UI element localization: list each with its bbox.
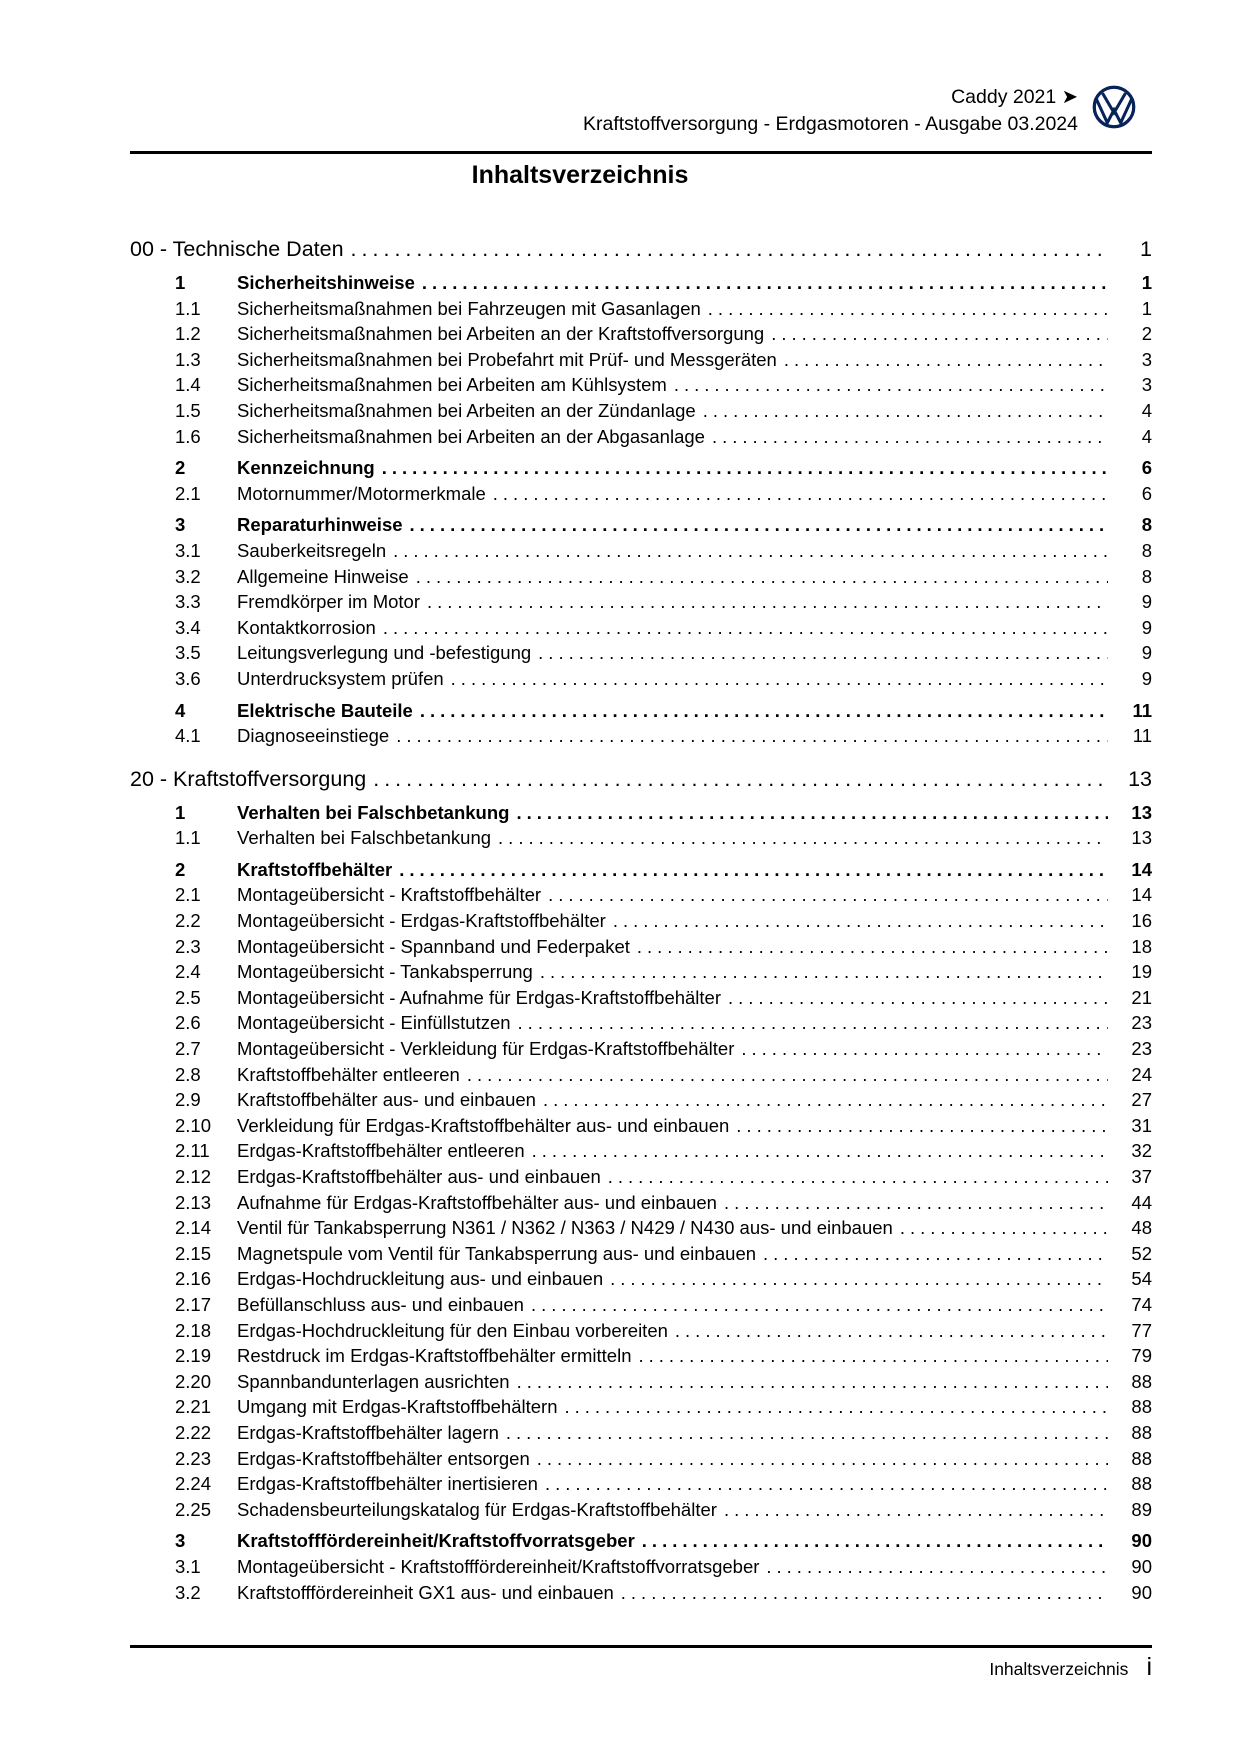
dot-leader: [741, 1036, 1108, 1062]
page-number: 88: [1131, 1421, 1152, 1443]
section-title: Kraftstofffördereinheit GX1 aus- und einbauen: [237, 1581, 614, 1603]
section-title: Schadensbeurteilungskatalog für Erdgas-Kraftstoffbehälter: [237, 1498, 717, 1520]
section-title: Spannbandunterlagen ausrichten: [237, 1370, 510, 1392]
page-number: 2: [1141, 323, 1152, 345]
section-title: Verkleidung für Erdgas-Kraftstoffbehälter aus- und einbauen: [237, 1114, 730, 1136]
toc-row: [130, 512, 1152, 538]
section-number: 2.25: [175, 1498, 212, 1520]
section-title: Erdgas-Kraftstoffbehälter inertisieren: [237, 1473, 538, 1495]
page-number: 90: [1131, 1555, 1152, 1577]
page-number: 1: [1140, 237, 1152, 261]
toc-row: [130, 640, 1152, 666]
page-number: 54: [1131, 1268, 1152, 1290]
section-number: 1.1: [175, 827, 201, 849]
section-number: 3.2: [175, 565, 201, 587]
section-number: 1.6: [175, 425, 201, 447]
section-title: Kontaktkorrosion: [237, 616, 376, 638]
dot-leader: [538, 640, 1108, 666]
dot-leader: [637, 934, 1108, 960]
toc-row: [130, 1554, 1152, 1580]
section-title: Montageübersicht - Einfüllstutzen: [237, 1012, 511, 1034]
section-number: 2.8: [175, 1063, 201, 1085]
toc-row: [130, 1528, 1152, 1554]
page-title: Inhaltsverzeichnis: [471, 161, 689, 189]
toc-row: [130, 1471, 1152, 1497]
dot-leader: [728, 985, 1108, 1011]
page-number: 13: [1131, 827, 1152, 849]
section-number: 3.5: [175, 642, 201, 664]
dot-leader: [517, 1369, 1108, 1395]
section-number: 2.21: [175, 1396, 212, 1418]
section-number: 2.6: [175, 1012, 201, 1034]
section-title: Magnetspule vom Ventil für Tankabsperrung aus- und einbauen: [237, 1242, 757, 1264]
page-number: 48: [1131, 1217, 1152, 1239]
dot-leader: [608, 1164, 1108, 1190]
dot-leader: [506, 1420, 1108, 1446]
section-number: 2.19: [175, 1345, 212, 1367]
section-title: Ventil für Tankabsperrung N361 / N362 / N363 / N429 / N430 aus- und einbauen: [237, 1217, 893, 1239]
section-number: 2: [175, 457, 186, 479]
page-number: 23: [1131, 1038, 1152, 1060]
footer-divider: [130, 1645, 1152, 1648]
section-title: Erdgas-Kraftstoffbehälter aus- und einbauen: [237, 1166, 601, 1187]
toc-row: [130, 1087, 1152, 1113]
section-title: Montageübersicht - Verkleidung für Erdgas-Kraftstoffbehälter: [237, 1038, 735, 1060]
toc-row: [130, 589, 1152, 615]
dot-leader: [610, 1266, 1108, 1292]
section-title: Motornummer/Motormerkmale: [237, 482, 486, 504]
section-title: Kraftstoffbehälter aus- und einbauen: [237, 1089, 536, 1111]
section-title: Montageübersicht - Kraftstoffbehälter: [237, 884, 542, 906]
toc-row: [130, 1215, 1152, 1241]
dot-leader: [467, 1062, 1108, 1088]
section-title: Erdgas-Hochdruckleitung aus- und einbauen: [237, 1268, 604, 1290]
page-number: 11: [1132, 725, 1152, 747]
page-number: 8: [1141, 539, 1152, 561]
toc-row: [130, 908, 1152, 934]
toc-row: [130, 1062, 1152, 1088]
section-number: 3: [175, 514, 186, 536]
toc-row: [130, 1394, 1152, 1420]
toc-row: [130, 481, 1152, 507]
toc-chapter-row: [130, 234, 1152, 264]
section-number: 2.15: [175, 1242, 212, 1264]
section-title: Montageübersicht - Spannband und Federpaket: [237, 935, 630, 957]
page-number: 6: [1141, 457, 1152, 479]
page-number: 13: [1128, 766, 1152, 791]
section-title: Sicherheitsmaßnahmen bei Arbeiten an der Zündanlage: [237, 399, 696, 421]
dot-leader: [724, 1497, 1108, 1523]
toc-chapter-row: [130, 764, 1152, 794]
toc-row: [130, 800, 1152, 826]
toc-row: [130, 321, 1152, 347]
section-title: Allgemeine Hinweise: [237, 565, 409, 587]
section-number: 1.4: [175, 374, 201, 396]
toc-row: [130, 1113, 1152, 1139]
section-title: Aufnahme für Erdgas-Kraftstoffbehälter aus- und einbauen: [237, 1191, 717, 1213]
page-number: 4: [1141, 399, 1152, 421]
page-number: 31: [1131, 1114, 1152, 1136]
toc-row: [130, 723, 1152, 749]
page-number: 9: [1141, 667, 1152, 689]
dot-leader: [642, 1528, 1108, 1554]
toc-row: [130, 564, 1152, 590]
section-title: Montageübersicht - Erdgas-Kraftstoffbehälter: [237, 910, 606, 932]
toc-row: [130, 296, 1152, 322]
dot-leader: [396, 723, 1108, 749]
section-title: Verhalten bei Falschbetankung: [237, 827, 492, 849]
page-number: 11: [1132, 699, 1152, 721]
dot-leader: [545, 1471, 1108, 1497]
section-title: Kraftstoffbehälter entleeren: [237, 1063, 460, 1085]
dot-leader: [708, 296, 1108, 322]
section-number: 1.2: [175, 323, 201, 345]
page-number: 90: [1131, 1581, 1152, 1603]
section-title: Kraftstofffördereinheit/Kraftstoffvorratsgeber: [237, 1530, 635, 1552]
section-number: 3.6: [175, 667, 201, 689]
dot-leader: [537, 1446, 1108, 1472]
toc-row: [130, 1266, 1152, 1292]
dot-leader: [420, 698, 1108, 724]
dot-leader: [548, 882, 1108, 908]
section-title: Befüllanschluss aus- und einbauen: [237, 1293, 524, 1315]
section-title: Verhalten bei Falschbetankung: [237, 801, 510, 823]
dot-leader: [540, 959, 1108, 985]
toc-row: [130, 347, 1152, 373]
dot-leader: [493, 481, 1108, 507]
section-title: Montageübersicht - Aufnahme für Erdgas-Kraftstoffbehälter: [237, 986, 722, 1008]
section-title: Sauberkeitsregeln: [237, 539, 387, 561]
section-number: 2.22: [175, 1421, 212, 1443]
page-number: 4: [1141, 425, 1152, 447]
toc-row: [130, 1420, 1152, 1446]
footer-page-number: i: [1146, 1653, 1152, 1681]
section-number: 2.16: [175, 1268, 212, 1290]
page-number: 1: [1141, 272, 1152, 293]
page-header: [583, 84, 1078, 138]
page-number: 90: [1131, 1530, 1152, 1552]
dot-leader: [675, 1318, 1108, 1344]
toc-row: [130, 455, 1152, 481]
dot-leader: [410, 512, 1108, 538]
section-number: 2.9: [175, 1089, 201, 1111]
page-number: 21: [1131, 986, 1152, 1008]
section-title: Elektrische Bauteile: [237, 699, 413, 721]
toc-row: [130, 538, 1152, 564]
dot-leader: [736, 1113, 1108, 1139]
section-title: Leitungsverlegung und -befestigung: [237, 642, 532, 664]
dot-leader: [900, 1215, 1108, 1241]
section-number: 3.1: [175, 539, 201, 561]
dot-leader: [498, 825, 1108, 851]
dot-leader: [516, 800, 1108, 826]
section-number: 2.14: [175, 1217, 212, 1239]
toc-row: [130, 698, 1152, 724]
section-number: 2.24: [175, 1473, 212, 1495]
dot-leader: [518, 1010, 1108, 1036]
section-number: 3.4: [175, 616, 201, 638]
toc-row: [130, 424, 1152, 450]
doc-line: Kraftstoffversorgung - Erdgasmotoren - Ausgabe 03.2024: [582, 113, 1078, 135]
page-number: 9: [1141, 616, 1152, 638]
section-title: Reparaturhinweise: [237, 514, 403, 536]
toc-row: [130, 270, 1152, 296]
footer-label: Inhaltsverzeichnis: [989, 1659, 1129, 1679]
toc-row: [130, 882, 1152, 908]
dot-leader: [373, 764, 1108, 794]
dot-leader: [351, 234, 1108, 264]
toc-row: [130, 857, 1152, 883]
page-number: 9: [1141, 591, 1152, 613]
dot-leader: [724, 1190, 1108, 1216]
section-number: 1.1: [175, 297, 201, 319]
section-title: Sicherheitsmaßnahmen bei Fahrzeugen mit Gasanlagen: [237, 297, 701, 319]
dot-leader: [532, 1138, 1108, 1164]
dot-leader: [383, 615, 1108, 641]
page-number: 1: [1141, 297, 1152, 319]
page-number: 23: [1131, 1012, 1152, 1034]
section-number: 2.12: [175, 1166, 212, 1187]
dot-leader: [784, 347, 1108, 373]
section-title: Erdgas-Kraftstoffbehälter entleeren: [237, 1140, 525, 1162]
dot-leader: [564, 1394, 1108, 1420]
toc-row: [130, 1318, 1152, 1344]
dot-leader: [703, 398, 1108, 424]
page-footer: [130, 1653, 1152, 1682]
dot-leader: [674, 372, 1108, 398]
toc-row: [130, 1446, 1152, 1472]
section-title: Montageübersicht - Tankabsperrung: [237, 961, 533, 983]
page-number: 88: [1131, 1396, 1152, 1418]
section-title: Erdgas-Hochdruckleitung für den Einbau vorbereiten: [237, 1319, 668, 1341]
dot-leader: [638, 1343, 1108, 1369]
page-number: 32: [1131, 1140, 1152, 1162]
section-title: Montageübersicht - Kraftstofffördereinheit/Kraftstoffvorratsgeber: [237, 1555, 760, 1577]
section-number: 4.1: [175, 725, 201, 747]
toc-row: [130, 1138, 1152, 1164]
dot-leader: [416, 564, 1108, 590]
dot-leader: [621, 1580, 1108, 1606]
toc-row: [130, 666, 1152, 692]
section-number: 1: [175, 801, 186, 823]
page-number: 13: [1131, 801, 1152, 823]
section-title: Umgang mit Erdgas-Kraftstoffbehältern: [237, 1396, 558, 1418]
page-number: 88: [1131, 1370, 1152, 1392]
dot-leader: [543, 1087, 1108, 1113]
section-title: Kraftstoffbehälter: [237, 858, 393, 880]
toc-row: [130, 1190, 1152, 1216]
page-number: 89: [1131, 1498, 1152, 1520]
toc-row: [130, 1036, 1152, 1062]
dot-leader: [766, 1554, 1108, 1580]
section-number: 2.11: [175, 1140, 210, 1162]
page-number: 79: [1131, 1345, 1152, 1367]
page-number: 14: [1131, 858, 1152, 880]
section-title: Kennzeichnung: [237, 457, 375, 479]
section-title: Sicherheitsmaßnahmen bei Arbeiten an der Kraftstoffversorgung: [237, 323, 765, 345]
page-number: 52: [1131, 1242, 1152, 1264]
dot-leader: [427, 589, 1108, 615]
section-title: Erdgas-Kraftstoffbehälter lagern: [237, 1421, 499, 1443]
section-number: 2.20: [175, 1370, 212, 1392]
toc-row: [130, 1343, 1152, 1369]
toc-row: [130, 372, 1152, 398]
section-title: Sicherheitshinweise: [237, 272, 415, 293]
toc-row: [130, 1497, 1152, 1523]
dot-leader: [399, 857, 1108, 883]
section-number: 2.1: [175, 884, 201, 906]
section-number: 1: [175, 272, 186, 293]
toc-row: [130, 959, 1152, 985]
toc-row: [130, 825, 1152, 851]
page-number: 74: [1131, 1293, 1152, 1315]
dot-leader: [393, 538, 1108, 564]
section-number: 2.10: [175, 1114, 212, 1136]
section-number: 2.23: [175, 1447, 212, 1469]
dot-leader: [422, 270, 1108, 296]
section-title: Sicherheitsmaßnahmen bei Probefahrt mit Prüf- und Messgeräten: [237, 348, 777, 370]
section-title: Sicherheitsmaßnahmen bei Arbeiten am Kühlsystem: [237, 374, 667, 396]
page-number: 77: [1131, 1319, 1152, 1341]
section-number: 2.13: [175, 1191, 212, 1213]
toc-row: [130, 1241, 1152, 1267]
toc-row: [130, 615, 1152, 641]
section-number: 2.7: [175, 1038, 201, 1060]
section-number: 1.3: [175, 348, 201, 370]
dot-leader: [763, 1241, 1108, 1267]
section-title: Diagnoseeinstiege: [237, 725, 390, 747]
toc-row: [130, 1580, 1152, 1606]
section-title: Erdgas-Kraftstoffbehälter entsorgen: [237, 1447, 530, 1469]
section-title: Sicherheitsmaßnahmen bei Arbeiten an der Abgasanlage: [237, 425, 705, 447]
dot-leader: [451, 666, 1108, 692]
toc-row: [130, 1164, 1152, 1190]
page-number: 19: [1131, 961, 1152, 983]
section-number: 3.3: [175, 591, 201, 613]
page-number: 8: [1141, 565, 1152, 587]
section-title: Fremdkörper im Motor: [237, 591, 420, 613]
page-number: 44: [1131, 1191, 1152, 1213]
toc-row: [130, 398, 1152, 424]
section-number: 2.4: [175, 961, 201, 983]
page-number: 16: [1131, 910, 1152, 932]
toc-row: [130, 1292, 1152, 1318]
page-number: 3: [1141, 348, 1152, 370]
page-number: 14: [1131, 884, 1152, 906]
page-number: 27: [1131, 1089, 1152, 1111]
section-number: 3.2: [175, 1581, 201, 1603]
toc-row: [130, 985, 1152, 1011]
section-number: 2.1: [175, 482, 201, 504]
page-number: 8: [1141, 514, 1152, 536]
section-number: 2: [175, 858, 186, 880]
section-number: 2.5: [175, 986, 201, 1008]
section-number: 2.17: [175, 1293, 212, 1315]
section-number: 2.2: [175, 910, 201, 932]
dot-leader: [771, 321, 1108, 347]
model-line: Caddy 2021 ➤: [951, 86, 1078, 108]
chapter-label: 20 - Kraftstoffversorgung: [130, 766, 367, 791]
section-title: Unterdrucksystem prüfen: [237, 667, 444, 689]
dot-leader: [531, 1292, 1108, 1318]
section-number: 3.1: [175, 1555, 201, 1577]
page-number: 24: [1131, 1063, 1152, 1085]
section-title: Restdruck im Erdgas-Kraftstoffbehälter ermitteln: [237, 1345, 632, 1367]
page-number: 88: [1131, 1473, 1152, 1495]
section-number: 4: [175, 699, 186, 721]
dot-leader: [712, 424, 1108, 450]
dot-leader: [613, 908, 1108, 934]
page-number: 37: [1131, 1166, 1152, 1187]
toc-row: [130, 934, 1152, 960]
page-number: 6: [1141, 482, 1152, 504]
toc-row: [130, 1369, 1152, 1395]
section-number: 2.3: [175, 935, 201, 957]
vw-logo-icon: [1091, 84, 1137, 130]
page-number: 9: [1141, 642, 1152, 664]
section-number: 2.18: [175, 1319, 212, 1341]
table-of-contents: [130, 234, 1152, 1605]
header-divider: [130, 151, 1152, 154]
toc-row: [130, 1010, 1152, 1036]
section-number: 1.5: [175, 399, 201, 421]
page-number: 88: [1131, 1447, 1152, 1469]
page-number: 18: [1131, 935, 1152, 957]
dot-leader: [382, 455, 1108, 481]
chapter-label: 00 - Technische Daten: [130, 237, 344, 261]
section-number: 3: [175, 1530, 186, 1552]
page-number: 3: [1141, 374, 1152, 396]
